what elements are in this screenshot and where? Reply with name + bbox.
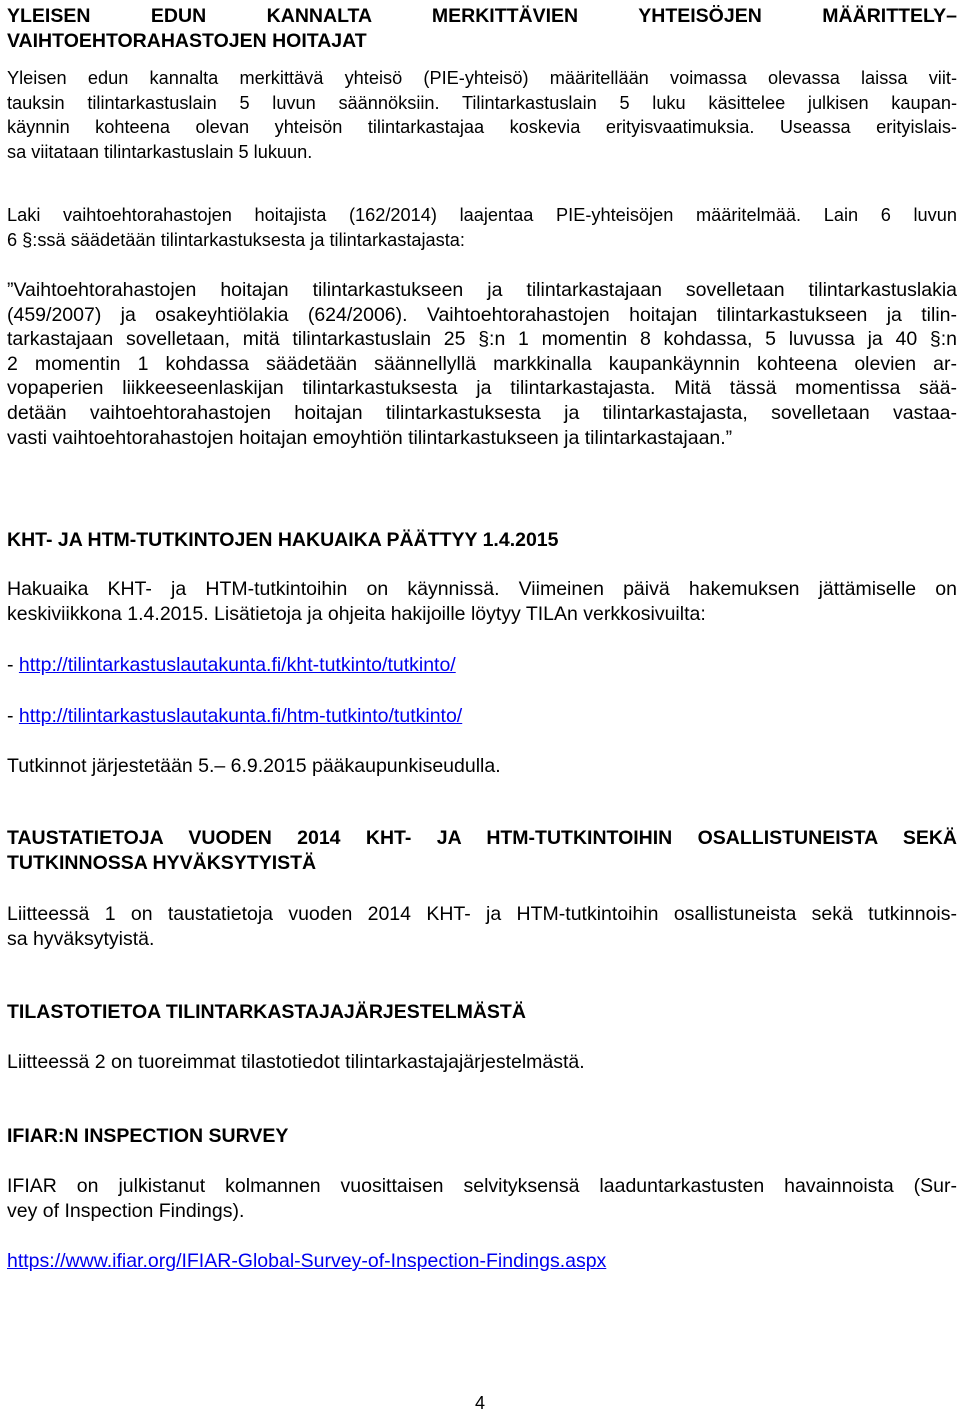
section-title-statistics: TILASTOTIETOA TILINTARKASTAJAJÄRJESTELMÄSTÄ [7, 1001, 526, 1023]
link-row-kht [7, 653, 957, 678]
paragraph-appendix-2: Liitteessä 2 on tuoreimmat tilastotiedot tilintarkastajajärjestelmästä. [7, 1051, 585, 1073]
ifiar-survey-link[interactable]: https://www.ifiar.org/IFIAR-Global-Survey-of-Inspection-Findings.aspx [7, 1250, 607, 1272]
text-line: IFIAR on julkistanut kolmannen vuosittaisen selvityksensä laaduntarkastusten havainnoista (Sur- [7, 1175, 957, 1197]
section-title-pie [7, 4, 957, 53]
title-line: YLEISEN EDUN KANNALTA MERKITTÄVIEN YHTEISÖJEN MÄÄRITTELY– [7, 5, 957, 27]
htm-exam-link[interactable]: http://tilintarkastuslautakunta.fi/htm-tutkinto/tutkinto/ [18, 705, 463, 727]
dash: - [7, 705, 14, 727]
paragraph-pie-definition [7, 66, 957, 164]
quote-line: (459/2007) ja osakeyhtiölakia (624/2006). Vaihtoehtorahastojen hoitajan tilintarkastukseen ja tilin- [7, 303, 957, 326]
section-title-exam-deadline: KHT- JA HTM-TUTKINTOJEN HAKUAIKA PÄÄTTYY 1.4.2015 [7, 529, 559, 551]
dash: - [7, 654, 14, 676]
text-line: käynnin kohteena olevan yhteisön tilintarkastajaa koskevia erityisvaatimuksia. Useassa erityislais- [7, 117, 957, 137]
paragraph-appendix-1 [7, 902, 957, 951]
link-row-ifiar [7, 1249, 957, 1274]
text-line: 6 §:ssä säädetään tilintarkastuksesta ja tilintarkastajasta: [7, 229, 465, 250]
legal-quote [7, 278, 957, 450]
kht-exam-link[interactable]: http://tilintarkastuslautakunta.fi/kht-tutkinto/tutkinto/ [18, 654, 456, 676]
paragraph-ifiar [7, 1174, 957, 1223]
page-number: 4 [474, 1393, 485, 1413]
paragraph-aifm-law [7, 203, 957, 252]
link-row-htm [7, 704, 957, 729]
section-title-background-2014 [7, 826, 957, 875]
quote-line: vasti vaihtoehtorahastojen hoitajan emoyhtiön tilintarkastukseen ja tilintarkastajaan.” [7, 426, 733, 449]
text-line: Hakuaika KHT- ja HTM-tutkintoihin on käynnissä. Viimeinen päivä hakemuksen jättämiselle on [7, 578, 957, 600]
quote-line: vopaperien liikkeeseenlaskijan tilintarkastuksesta ja tilintarkastajasta. Mitä tässä momentissa sää- [7, 377, 957, 400]
quote-line: tarkastajaan sovelletaan, mitä tilintarkastuslain 25 §:n 1 momentin 8 kohdassa, 5 luvussa ja 40 §:n [7, 328, 957, 351]
title-line: VAIHTOEHTORAHASTOJEN HOITAJAT [7, 29, 367, 52]
quote-line: detään vaihtoehtorahastojen hoitajan tilintarkastuksesta ja tilintarkastajasta, sovelletaan vastaa- [7, 401, 957, 424]
quote-line: 2 momentin 1 kohdassa säädetään säännellyllä markkinalla kaupankäynnin kohteena olevien ar- [7, 352, 957, 375]
text-line: Laki vaihtoehtorahastojen hoitajista (162/2014) laajentaa PIE-yhteisöjen määritelmää. Lain 6 luvun [7, 205, 957, 225]
text-line: Yleisen edun kannalta merkittävä yhteisö (PIE-yhteisö) määritellään voimassa olevassa laissa viit- [7, 68, 957, 88]
text-line: sa hyväksytyistä. [7, 927, 155, 950]
paragraph-application [7, 577, 957, 626]
title-line: TUTKINNOSSA HYVÄKSYTYISTÄ [7, 851, 317, 874]
text-line: sa viitataan tilintarkastuslain 5 lukuun. [7, 141, 313, 162]
text-line: keskiviikkona 1.4.2015. Lisätietoja ja ohjeita hakijoille löytyy TILAn verkkosivuilta: [7, 602, 706, 625]
text-line: tauksin tilintarkastuslain 5 luvun säännöksiin. Tilintarkastuslain 5 luku käsittelee julkisen kaupan- [7, 92, 957, 113]
text-line: vey of Inspection Findings). [7, 1199, 245, 1222]
section-title-ifiar: IFIAR:N INSPECTION SURVEY [7, 1125, 289, 1147]
text-line: Liitteessä 1 on taustatietoja vuoden 2014 KHT- ja HTM-tutkintoihin osallistuneista sekä tutkinnois- [7, 903, 957, 925]
title-line: TAUSTATIETOJA VUODEN 2014 KHT- JA HTM-TUTKINTOIHIN OSALLISTUNEISTA SEKÄ [7, 827, 957, 849]
quote-line: ”Vaihtoehtorahastojen hoitajan tilintarkastukseen ja tilintarkastajaan sovelletaan tilintarkastuslakia [7, 279, 957, 301]
exam-date-text: Tutkinnot järjestetään 5.– 6.9.2015 pääkaupunkiseudulla. [7, 755, 501, 777]
